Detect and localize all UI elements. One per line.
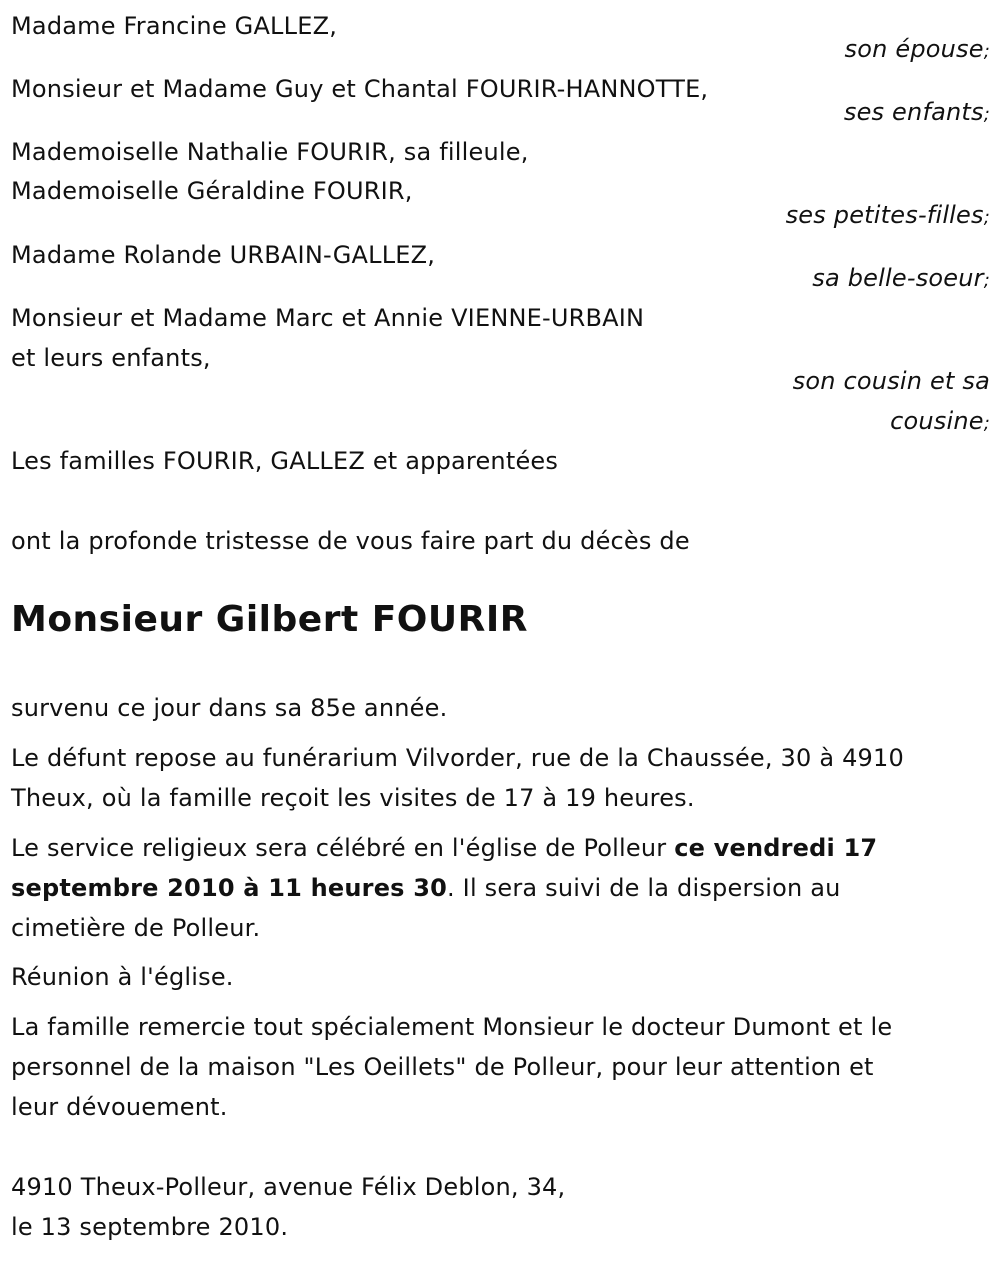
service-line-3: cimetière de Polleur.: [11, 914, 261, 942]
thanks-line-3: leur dévouement.: [11, 1093, 228, 1121]
relation-label: cousine;: [890, 407, 990, 435]
relation-label: son cousin et sa: [792, 367, 990, 395]
family-member-line: Madame Francine GALLEZ,: [11, 12, 338, 40]
relation-label: son épouse;: [844, 35, 990, 63]
deceased-name: Monsieur Gilbert FOURIR: [11, 599, 528, 640]
family-member-line: Mademoiselle Géraldine FOURIR,: [11, 177, 413, 205]
family-member-line: Monsieur et Madame Marc et Annie VIENNE-URBAIN: [11, 304, 645, 332]
family-member-line: Madame Rolande URBAIN-GALLEZ,: [11, 241, 436, 269]
announcement-line: ont la profonde tristesse de vous faire part du décès de: [11, 527, 690, 555]
service-line-2: septembre 2010 à 11 heures 30. Il sera suivi de la dispersion au: [11, 874, 841, 902]
families-line: Les familles FOURIR, GALLEZ et apparentées: [11, 447, 559, 475]
family-member-line: Monsieur et Madame Guy et Chantal FOURIR-HANNOTTE,: [11, 75, 709, 103]
relation-label: ses petites-filles;: [785, 201, 990, 229]
service-date-bold: septembre 2010 à 11 heures 30: [11, 874, 448, 902]
family-member-line: et leurs enfants,: [11, 344, 211, 372]
relation-label: sa belle-soeur;: [812, 264, 990, 292]
service-line-1: Le service religieux sera célébré en l'église de Polleur ce vendredi 17: [11, 834, 878, 862]
rest-line-1: Le défunt repose au funérarium Vilvorder, rue de la Chaussée, 30 à 4910: [11, 744, 904, 772]
service-date-bold: ce vendredi 17: [674, 834, 878, 862]
thanks-line-1: La famille remercie tout spécialement Monsieur le docteur Dumont et le: [11, 1013, 893, 1041]
thanks-line-2: personnel de la maison "Les Oeillets" de Polleur, pour leur attention et: [11, 1053, 874, 1081]
family-member-line: Mademoiselle Nathalie FOURIR, sa filleule,: [11, 138, 529, 166]
rest-line-2: Theux, où la famille reçoit les visites de 17 à 19 heures.: [11, 784, 695, 812]
date-line: le 13 septembre 2010.: [11, 1213, 289, 1241]
relation-label: ses enfants;: [843, 98, 990, 126]
reunion-line: Réunion à l'église.: [11, 963, 234, 991]
age-line: survenu ce jour dans sa 85e année.: [11, 694, 448, 722]
address-line: 4910 Theux-Polleur, avenue Félix Deblon, 34,: [11, 1173, 566, 1201]
